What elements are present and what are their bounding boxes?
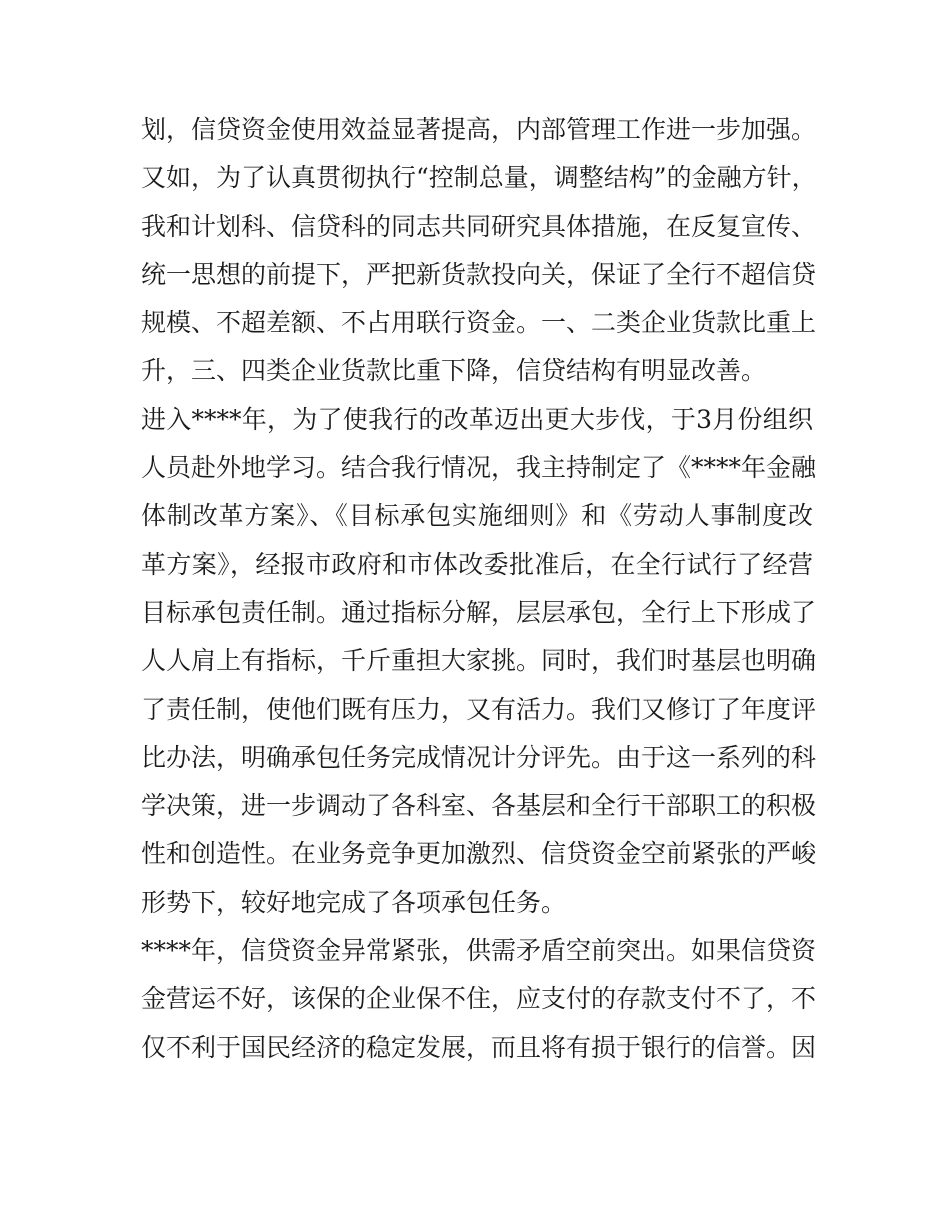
text-line: 划，信贷资金使用效益显著提高，内部管理工作进一步加强。 [141,115,817,144]
text-line: 人人肩上有指标，千斤重担大家挑。同时，我们时基层也明确 [141,646,817,676]
text-line: 形势下，较好地完成了各项承包任务。 [141,887,567,917]
text-line: 比办法，明确承包任务完成情况计分评先。由于这一系列的科 [141,742,817,772]
text-line: 体制改革方案》、《目标承包实施细则》和《劳动人事制度改 [141,501,813,531]
text-line: 目标承包责任制。通过指标分解，层层承包，全行上下形成了 [141,597,817,627]
text-line: ****年，信贷资金异常紧张，供需矛盾空前突出。如果信贷资 [141,936,817,966]
text-line: 学决策，进一步调动了各科室、各基层和全行干部职工的积极 [141,791,817,821]
text-line: 又如，为了认真贯彻执行“控制总量，调整结构”的金融方针， [141,163,817,193]
text-line: 统一思想的前提下，严把新货款投向关，保证了全行不超信贷 [141,259,817,289]
body-text [141,106,817,1072]
text-line: 了责任制，使他们既有压力，又有活力。我们又修订了年度评 [141,694,817,724]
text-line: 革方案》，经报市政府和市体改委批准后，在全行试行了经营 [141,549,813,579]
text-line: 规模、不超差额、不占用联行资金。一、二类企业货款比重上 [141,308,817,338]
text-line: 升，三、四类企业货款比重下降，信贷结构有明显改善。 [141,356,767,386]
text-line: 性和创造性。在业务竞争更加激烈、信贷资金空前紧张的严峻 [141,839,817,869]
text-line: 我和计划科、信贷科的同志共同研究具体措施，在反复宣传、 [141,211,817,241]
text-line: 仅不利于国民经济的稳定发展，而且将有损于银行的信誉。因 [141,1032,817,1062]
text-line: 人员赴外地学习。结合我行情况，我主持制定了《****年金融 [141,453,817,483]
text-line: 进入****年，为了使我行的改革迈出更大步伐，于3月份组织 [141,404,813,434]
text-line: 金营运不好，该保的企业保不住，应支付的存款支付不了，不 [141,984,817,1014]
